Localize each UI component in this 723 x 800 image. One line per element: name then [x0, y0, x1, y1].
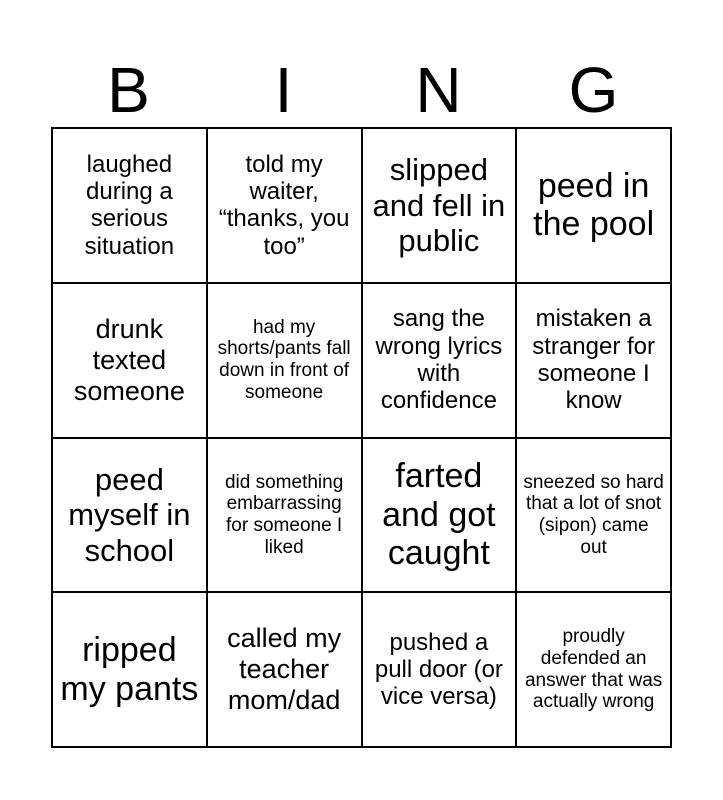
- bingo-cell-15[interactable]: [363, 593, 518, 748]
- bingo-header: [51, 52, 671, 128]
- cell-text: pushed a pull door (or vice versa): [374, 628, 503, 711]
- header-letter-i: I: [274, 54, 293, 126]
- header-letter-b: B: [107, 54, 150, 126]
- bingo-cell-3[interactable]: [363, 129, 518, 284]
- bingo-cell-12[interactable]: [517, 439, 672, 594]
- cell-text: called my teacher mom/dad: [227, 623, 342, 715]
- cell-text: sang the wrong lyrics with confidence: [375, 305, 503, 415]
- bingo-cell-8[interactable]: [517, 284, 672, 439]
- bingo-cell-10[interactable]: [208, 439, 363, 594]
- cell-text: peed myself in school: [68, 461, 191, 568]
- header-letter-g: G: [568, 54, 619, 126]
- cell-text: had my shorts/pants fall down in front of someone: [217, 316, 351, 403]
- bingo-grid: [51, 127, 672, 748]
- cell-text: drunk texted someone: [73, 313, 185, 406]
- bingo-cell-14[interactable]: [208, 593, 363, 748]
- cell-text: peed in the pool: [533, 166, 655, 244]
- bingo-cell-7[interactable]: [363, 284, 518, 439]
- bingo-cell-6[interactable]: [208, 284, 363, 439]
- cell-text: sneezed so hard that a lot of snot (sipon) came out: [523, 471, 664, 558]
- cell-text: slipped and fell in public: [372, 152, 506, 259]
- cell-text: ripped my pants: [60, 630, 199, 708]
- bingo-cell-9[interactable]: [53, 439, 208, 594]
- bingo-cell-11[interactable]: [363, 439, 518, 594]
- cell-text: did something embarrassing for someone I liked: [224, 471, 344, 558]
- bingo-cell-1[interactable]: [53, 129, 208, 284]
- bingo-cell-16[interactable]: [517, 593, 672, 748]
- bingo-cell-2[interactable]: [208, 129, 363, 284]
- cell-text: mistaken a stranger for someone I know: [532, 305, 655, 415]
- header-letter-n: N: [415, 54, 462, 126]
- cell-text: laughed during a serious situation: [84, 150, 175, 260]
- cell-text: farted and got caught: [382, 456, 496, 573]
- bingo-cell-5[interactable]: [53, 284, 208, 439]
- cell-text: proudly defended an answer that was actually wrong: [524, 626, 663, 713]
- cell-text: told my waiter, “thanks, you too”: [218, 150, 350, 260]
- bingo-cell-13[interactable]: [53, 593, 208, 748]
- bingo-cell-4[interactable]: [517, 129, 672, 284]
